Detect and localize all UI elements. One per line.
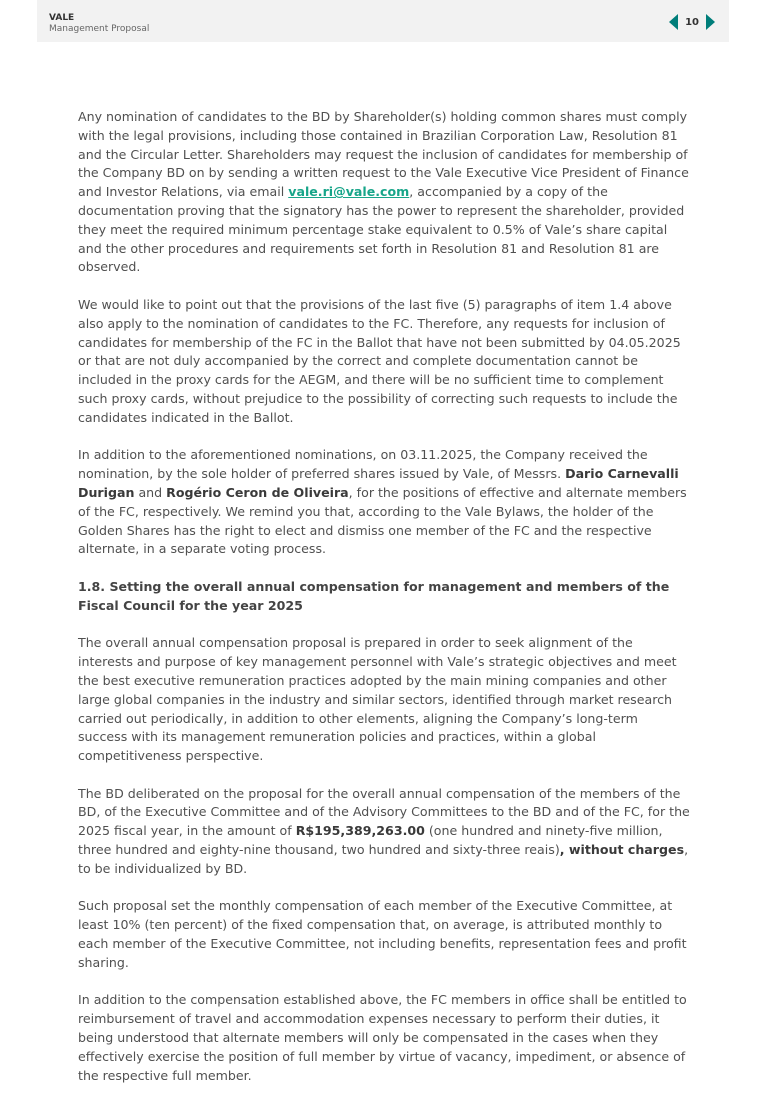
text: , accompanied by a copy of the documentation proving that the signatory has the power to represent the shareholder, provided they meet the required minimum percentage stake equivalent to 0.5% of Vale’s share capital and the other procedures and requirements set forth in Resolution 81 and Resolution 81 are observed.: [78, 184, 685, 275]
without-charges: , without charges: [559, 842, 685, 858]
text: The BD deliberated on the proposal for the overall annual compensation of the members of the BD, of the Executive Committee and of the Advisory Committees to the BD and of the FC, for the 2025 fiscal year, in the amount of: [78, 785, 690, 839]
text: In addition to the aforementioned nominations, on 03.11.2025, the Company received the nomination, by the sole holder of preferred shares issued by Vale, of Messrs.: [78, 447, 648, 482]
paragraph-compensation-proposal: The overall annual compensation proposal is prepared in order to seek alignment of the interests and purpose of key management personnel with Vale’s strategic objectives and meet the best executive remuneration practices adopted by the main mining companies and other large global companies in the industry and similar sectors, identified through market research carried out periodically, in addition to other elements, aligning the Company’s long-term success with its management remuneration policies and practices, within a global competitiveness perspective.: [78, 635, 677, 764]
text: Any nomination of candidates to the BD by Shareholder(s) holding common shares must comply with the legal provisions, including those contained in Brazilian Corporation Law, Resolution 81 and the Circular Letter. Shareholders may request the inclusion of candidates for membership of the Company BD on by sending a written request to the Vale Executive Vice President of Finance and Investor Relations, via email: [78, 109, 689, 200]
company-name: VALE: [49, 13, 75, 23]
previous-page-icon[interactable]: [669, 14, 678, 30]
email-link[interactable]: vale.ri@vale.com: [288, 184, 410, 200]
text: (one hundred and ninety-five million, three hundred and eighty-nine thousand, two hundred and sixty-three reais): [78, 823, 663, 858]
text: , to be individualized by BD.: [78, 842, 689, 876]
paragraph-monthly-compensation: Such proposal set the monthly compensation of each member of the Executive Committee, at least 10% (ten percent) of the fixed compensation that, on average, is attributed monthly to each member of the Executive Committee, not including benefits, representation fees and profit sharing.: [78, 898, 687, 970]
paragraph-preferred-nomination: [78, 446, 690, 559]
text: and: [134, 484, 167, 500]
nominee-name: Rogério Ceron de Oliveira: [166, 484, 349, 500]
page-number: 10: [685, 16, 699, 28]
page-navigator: [669, 13, 715, 31]
text: , for the positions of effective and alternate members of the FC, respectively. We remind you that, according to the Vale Bylaws, the holder of the Golden Shares has the right to elect and dismiss one member of the FC and the respective alternate, in a separate voting process.: [78, 484, 687, 557]
section-heading: 1.8. Setting the overall annual compensation for management and members of the Fiscal Council for the year 2025: [78, 578, 670, 613]
document-title: Management Proposal: [49, 24, 150, 34]
page-header: [37, 0, 729, 42]
compensation-amount: R$195,389,263.00: [295, 823, 425, 839]
paragraph-fc-nomination: We would like to point out that the provisions of the last five (5) paragraphs of item 1.4 above also apply to the nomination of candidates to the FC. Therefore, any requests for inclusion of candidates for membership of the FC in the Ballot that have not been submitted by 04.05.2025 or that are not duly accompanied by the correct and complete documentation cannot be included in the proxy cards for the AEGM, and there will be no sufficient time to complement such proxy cards, without prejudice to the possibility of correcting such requests to include the candidates indicated in the Ballot.: [78, 296, 681, 425]
next-page-icon[interactable]: [706, 14, 715, 30]
document-body: [78, 108, 690, 1104]
paragraph-fc-reimbursement: In addition to the compensation established above, the FC members in office shall be entitled to reimbursement of travel and accommodation expenses necessary to perform their duties, it being understood that alternate members will only be compensated in the cases when they effectively exercise the position of full member by virtue of vacancy, impediment, or absence of the respective full member.: [78, 992, 687, 1083]
brand: [49, 13, 149, 35]
nominee-name: Dario Carnevalli Durigan: [78, 466, 679, 500]
paragraph-bd-nomination: [78, 108, 690, 277]
paragraph-compensation-amount: [78, 785, 690, 879]
